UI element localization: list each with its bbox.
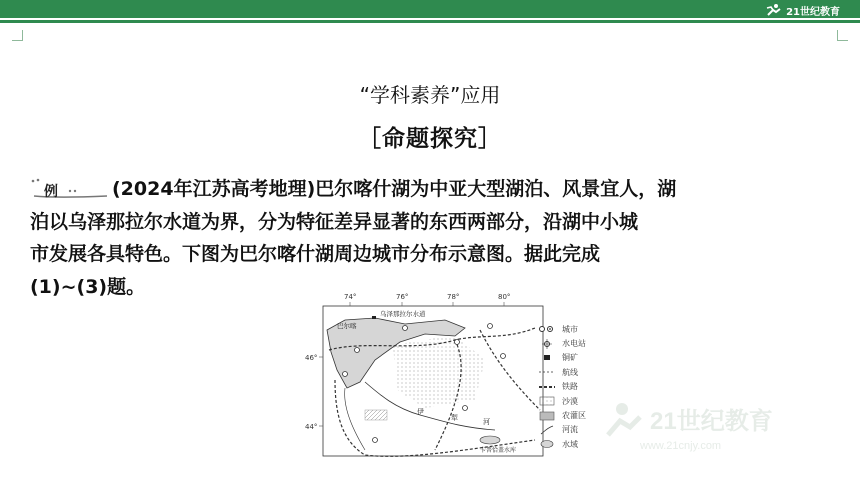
runner-logo-icon — [764, 3, 782, 17]
lon-label-78: 78° — [447, 293, 460, 301]
legend-label: 水电站 — [562, 339, 586, 349]
lon-label-80: 80° — [498, 293, 511, 301]
city-symbol-icon — [538, 324, 556, 334]
question-line-3: 市发展各具特色。下图为巴尔喀什湖周边城市分布示意图。据此完成 — [30, 243, 601, 265]
legend-row — [538, 365, 628, 379]
legend-label: 沙漠 — [562, 396, 578, 406]
example-badge-icon — [30, 175, 108, 199]
header-bar — [0, 0, 860, 18]
watermark-text: 21世纪教育 — [650, 408, 773, 435]
header-divider — [0, 20, 860, 23]
desert-symbol-icon — [538, 396, 556, 406]
river-label-1: 伊 — [417, 408, 424, 416]
subsection-title: ［命题探究］ — [358, 126, 502, 152]
watermark — [600, 395, 840, 455]
balkhash-lake-map — [305, 290, 550, 484]
longitude-labels — [344, 293, 510, 301]
reservoir — [480, 436, 500, 444]
shipping-route-symbol-icon — [538, 367, 556, 377]
section-title: “学科素养”应用 — [359, 83, 501, 107]
question-line-2: 泊以乌泽那拉尔水道为界，分为特征差异显著的东西两部分，沿湖中小城 — [30, 210, 639, 233]
question-line-4: (1)~(3)题。 — [30, 275, 146, 298]
railway-symbol-icon — [538, 382, 556, 392]
copper-mine-symbol-icon — [538, 353, 556, 363]
copper-mine — [372, 316, 376, 319]
lon-label-74: 74° — [344, 293, 357, 301]
legend-row — [538, 336, 628, 350]
legend-label: 河流 — [562, 425, 578, 435]
lat-label-46: 46° — [305, 354, 318, 362]
example-badge-label: 例 — [44, 184, 58, 200]
river-symbol-icon — [538, 425, 556, 435]
river-label-3: 河 — [483, 418, 490, 426]
question-text-1: (2024年江苏高考地理)巴尔喀什湖为中亚大型湖泊、风景宜人，湖 — [112, 178, 677, 200]
irrigation-area — [365, 410, 387, 420]
reservoir-label: 卡普恰盖水库 — [480, 447, 517, 454]
legend-label: 农灌区 — [562, 411, 586, 421]
hydropower-symbol-icon — [538, 339, 556, 349]
legend-row — [538, 322, 628, 336]
watermark-url: www.21cnjy.com — [640, 440, 722, 452]
lon-label-76: 76° — [396, 293, 409, 301]
brand-logo — [764, 2, 840, 18]
latitude-labels — [305, 354, 317, 431]
legend-label: 城市 — [562, 324, 578, 334]
river-label-2: 犁 — [451, 414, 458, 422]
water-body-symbol-icon — [538, 439, 556, 449]
corner-mark-top-left — [12, 30, 23, 41]
irrigation-symbol-icon — [538, 411, 556, 421]
legend-row — [538, 351, 628, 365]
legend-label: 航线 — [562, 367, 578, 377]
legend-label: 铁路 — [562, 382, 578, 392]
question-line-1 — [30, 173, 820, 206]
brand-name: 21世纪教育 — [786, 6, 840, 18]
legend-label: 铜矿 — [562, 353, 578, 363]
lake-label: 巴尔喀 — [337, 322, 357, 330]
example-question — [30, 173, 820, 303]
legend-label: 水域 — [562, 439, 578, 449]
strait-label: 乌泽那拉尔水道 — [380, 310, 426, 318]
legend-row — [538, 380, 628, 394]
corner-mark-top-right — [837, 30, 848, 41]
example-badge — [30, 175, 108, 199]
lat-label-44: 44° — [305, 423, 318, 431]
